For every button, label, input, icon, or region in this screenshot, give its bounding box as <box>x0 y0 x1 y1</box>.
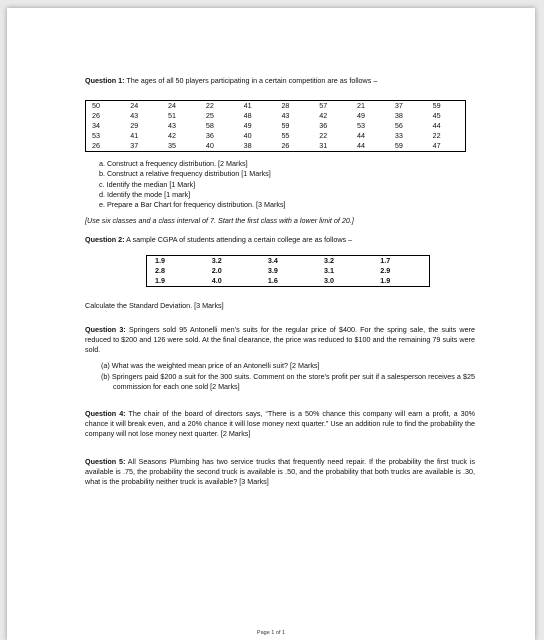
age-cell: 42 <box>319 111 328 121</box>
age-cell: 26 <box>275 141 313 152</box>
age-cell: 51 <box>168 111 177 121</box>
age-cell: 24 <box>162 101 200 112</box>
question-1-label: Question 1: <box>85 76 125 85</box>
age-cell: 45 <box>427 111 466 121</box>
question-5 <box>85 457 475 488</box>
question-4-text: The chair of the board of directors says, “There is a 50% chance this company will earn a profit, a 30% chance it will break even, and a 20% chance it will lose money next quarter.” Use an addition rule to find the probability the company will not lose money next quarter. [2 Marks] <box>85 409 475 439</box>
age-cell: 48 <box>243 111 252 121</box>
question-2-text: A sample CGPA of students attending a certain college are as follows – <box>124 235 353 245</box>
age-cell: 43 <box>281 111 290 121</box>
question-1-note: [Use six classes and a class interval of 7. Start the first class with a lower limit of 20.] <box>85 216 354 226</box>
age-cell: 33 <box>394 131 403 141</box>
age-cell: 44 <box>357 131 366 141</box>
age-cell: 53 <box>86 131 125 141</box>
table-row <box>86 131 466 141</box>
question-3-parts <box>101 361 475 392</box>
cgpa-cell: 3.2 <box>316 255 372 266</box>
table-row <box>86 101 466 112</box>
age-cell: 50 <box>86 101 125 112</box>
cgpa-cell: 1.9 <box>147 276 204 287</box>
age-cell: 41 <box>238 101 276 112</box>
age-cell: 42 <box>168 131 177 141</box>
age-cell: 38 <box>394 111 403 121</box>
cgpa-cell: 2.9 <box>372 266 429 276</box>
age-cell: 34 <box>86 121 125 131</box>
age-cell: 43 <box>130 111 139 121</box>
question-5-label: Question 5: <box>85 456 126 466</box>
age-cell: 37 <box>389 101 427 112</box>
cgpa-table <box>146 255 430 287</box>
age-cell: 43 <box>168 121 177 131</box>
table-row <box>147 276 430 287</box>
table-row <box>86 141 466 152</box>
cgpa-cell: 2.8 <box>147 266 204 276</box>
question-3-part-a: (a) What was the weighted mean price of an Antonelli suit? [2 Marks] <box>101 361 320 371</box>
question-1-part-a: a. Construct a frequency distribution. [2 Marks] <box>99 159 248 169</box>
question-1-parts <box>99 159 475 210</box>
age-cell: 21 <box>351 101 389 112</box>
cgpa-cell: 3.2 <box>204 255 260 266</box>
age-cell: 31 <box>313 141 351 152</box>
age-cell: 44 <box>351 141 389 152</box>
question-4-label: Question 4: <box>85 409 126 419</box>
question-3-part-b: (b) Springers paid $200 a suit for the 300 suits. Comment on the store’s profit per suit if a salesperson receives a $25 commission for each one sold [2 Marks] <box>101 371 475 391</box>
cgpa-cell: 1.9 <box>372 276 429 287</box>
cgpa-cell: 1.9 <box>147 255 204 266</box>
age-cell: 59 <box>427 101 466 112</box>
age-cell: 25 <box>205 111 214 121</box>
age-cell: 35 <box>162 141 200 152</box>
age-cell: 28 <box>275 101 313 112</box>
question-2-label: Question 2: <box>85 235 125 245</box>
table-row <box>86 121 466 131</box>
age-cell: 26 <box>86 111 125 121</box>
question-1-part-d: d. Identify the mode [1 mark] <box>99 189 191 199</box>
question-1-part-e: e. Prepare a Bar Chart for frequency distribution. [3 Marks] <box>99 200 286 210</box>
age-cell: 22 <box>200 101 238 112</box>
cgpa-cell: 1.7 <box>372 255 429 266</box>
age-cell: 56 <box>394 121 403 131</box>
page-footer: Page 1 of 1 <box>256 630 286 636</box>
age-cell: 36 <box>205 131 214 141</box>
age-cell: 38 <box>238 141 276 152</box>
age-cell: 37 <box>124 141 162 152</box>
age-cell: 40 <box>200 141 238 152</box>
question-1-text: The ages of all 50 players participating in a certain competition are as follows – <box>124 76 378 85</box>
question-3 <box>85 325 475 356</box>
question-1 <box>85 76 475 86</box>
question-1-part-b: b. Construct a relative frequency distribution [1 Marks] <box>99 169 271 179</box>
age-cell: 40 <box>243 131 252 141</box>
cgpa-cell: 2.0 <box>211 265 222 275</box>
question-3-label: Question 3: <box>85 324 126 334</box>
age-cell: 58 <box>205 121 214 131</box>
document-page <box>7 8 535 640</box>
table-row <box>86 111 466 121</box>
question-5-text: All Seasons Plumbing has two service trucks that frequently need repair. If the probability the first truck is available is .75, the probability the second truck is available is .50, and the probability that both trucks are available is .30, what is the probability neither truck is available? [3 Marks] <box>85 456 476 487</box>
age-cell: 24 <box>124 101 162 112</box>
question-3-text: Springers sold 95 Antonelli men’s suits for the regular price of $400. For the spring sale, the suits were reduced to $200 and 126 were sold. At the final clearance, the price was reduced to $100 and the remaining 79 suits were sold. <box>85 324 475 355</box>
age-cell: 22 <box>427 131 466 141</box>
age-cell: 49 <box>243 121 252 131</box>
age-cell: 22 <box>319 131 328 141</box>
age-cell: 41 <box>130 131 139 141</box>
age-cell: 53 <box>357 121 366 131</box>
cgpa-cell: 3.0 <box>316 276 372 287</box>
cgpa-cell: 3.9 <box>267 265 278 275</box>
table-row <box>147 255 430 266</box>
age-cell: 55 <box>281 131 290 141</box>
document-content <box>85 76 475 487</box>
cgpa-cell: 3.1 <box>324 265 335 275</box>
question-2-task: Calculate the Standard Deviation. [3 Marks] <box>85 300 224 310</box>
age-cell: 57 <box>313 101 351 112</box>
age-cell: 44 <box>427 121 466 131</box>
age-cell: 29 <box>130 121 139 131</box>
age-cell: 36 <box>319 121 328 131</box>
age-cell: 59 <box>281 121 290 131</box>
cgpa-cell: 3.4 <box>260 255 316 266</box>
age-cell: 47 <box>427 141 466 152</box>
table-row <box>147 266 430 276</box>
question-4 <box>85 409 475 440</box>
age-cell: 26 <box>86 141 125 152</box>
age-cell: 49 <box>357 111 366 121</box>
ages-table <box>85 100 466 152</box>
age-cell: 59 <box>389 141 427 152</box>
question-2 <box>85 235 475 245</box>
cgpa-cell: 4.0 <box>204 276 260 287</box>
cgpa-cell: 1.6 <box>260 276 316 287</box>
question-1-part-c: c. Identify the median [1 Mark] <box>99 179 196 189</box>
